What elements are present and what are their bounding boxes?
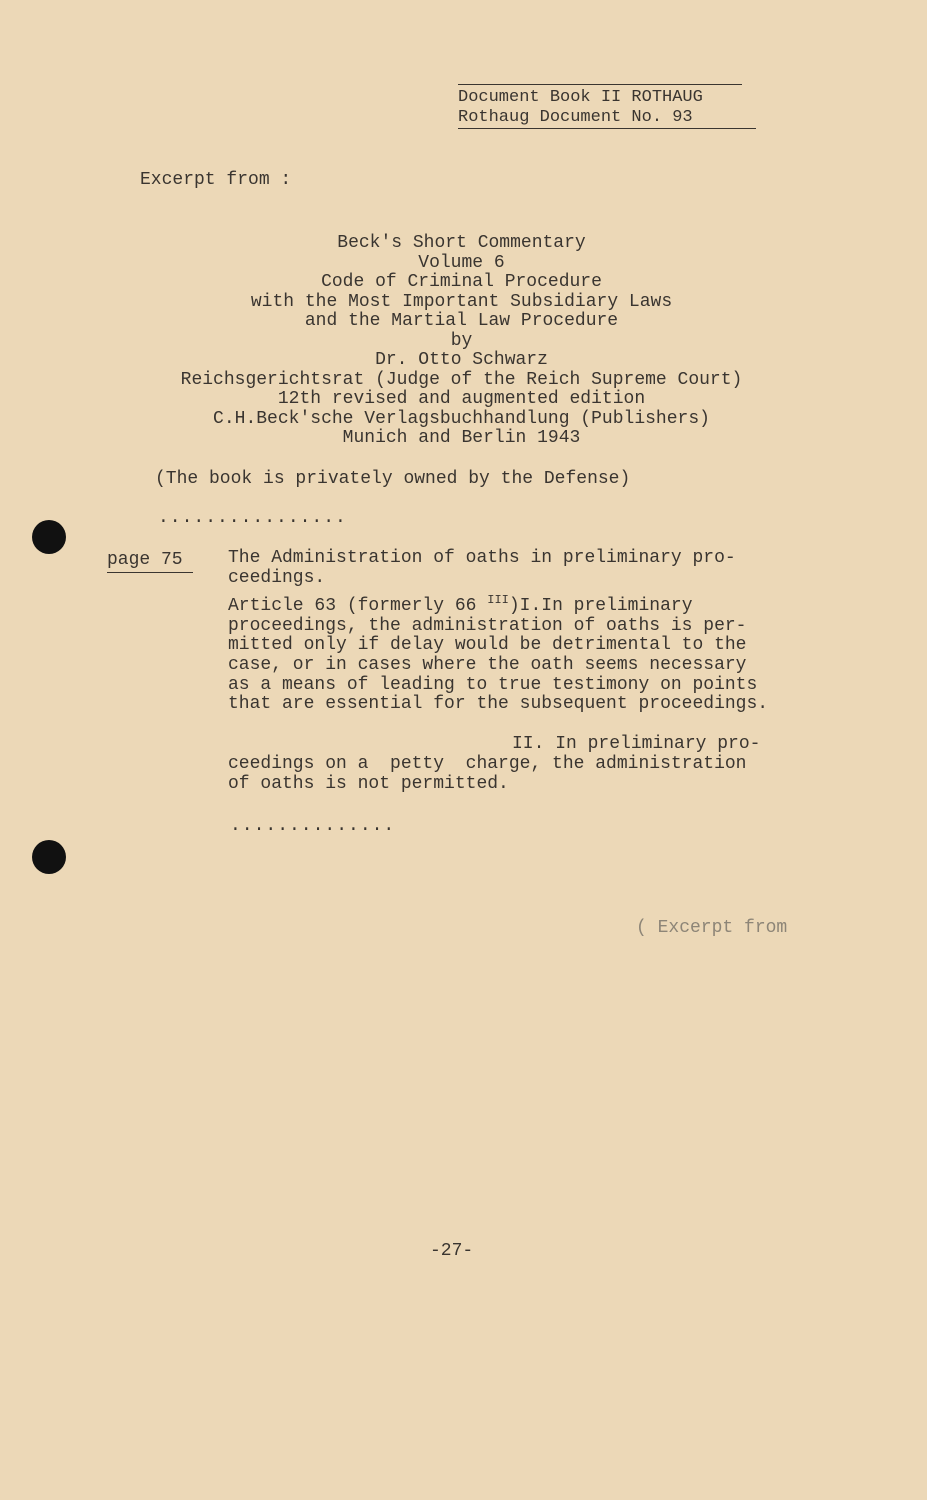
article-line-1-end: )I.In preliminary (508, 596, 693, 616)
title-line-3: Code of Criminal Procedure (321, 272, 602, 292)
article-line-2: proceedings, the administration of oaths is per- (228, 616, 747, 636)
article-line-4: case, or in cases where the oath seems necessary (228, 655, 747, 675)
section-heading-line-2: ceedings. (228, 568, 326, 588)
page-number: -27- (430, 1241, 474, 1261)
ownership-note: (The book is privately owned by the Defense) (155, 469, 631, 489)
title-line-7: Dr. Otto Schwarz (375, 350, 548, 370)
section-heading-line-1: The Administration of oaths in preliminary pro- (228, 548, 736, 568)
header-top-rule (458, 84, 742, 85)
page-reference: page 75 (107, 550, 183, 570)
title-line-5: and the Martial Law Procedure (304, 311, 619, 331)
header-document-book: Document Book II ROTHAUG (458, 88, 703, 107)
header-document-number: Rothaug Document No. 93 (458, 108, 693, 127)
title-line-8: Reichsgerichtsrat (Judge of the Reich Supreme Court) (180, 369, 743, 390)
footer-excerpt-note: ( Excerpt from (636, 918, 788, 938)
title-block (0, 234, 925, 449)
title-line-10: C.H.Beck'sche Verlagsbuchhandlung (Publishers) (213, 408, 710, 429)
page-reference-underline (107, 572, 193, 573)
article-superscript: III (487, 593, 509, 607)
paragraph-two-line-1: II. In preliminary pro- (512, 734, 761, 754)
title-line-4: with the Most Important Subsidiary Laws (250, 291, 673, 312)
punch-hole-bottom (32, 840, 66, 874)
article-line-3: mitted only if delay would be detrimental to the (228, 635, 747, 655)
article-line-5: as a means of leading to true testimony on points (228, 675, 758, 695)
article-line-6: that are essential for the subsequent proceedings. (228, 694, 769, 714)
title-line-11: Munich and Berlin 1943 (342, 428, 581, 448)
title-line-2: Volume 6 (418, 252, 505, 273)
article-line-1-start: Article 63 (formerly 66 (228, 596, 488, 616)
excerpt-intro: Excerpt from : (140, 170, 292, 190)
title-line-9: 12th revised and augmented edition (277, 389, 646, 409)
header-bottom-rule (458, 128, 756, 129)
title-line-1: Beck's Short Commentary (337, 233, 586, 253)
punch-hole-top (32, 520, 66, 554)
title-line-6: by (450, 330, 473, 351)
separator-dots-2: .............. (230, 816, 396, 836)
document-header (458, 88, 703, 128)
paragraph-two-line-3: of oaths is not permitted. (228, 774, 509, 794)
article-line-1 (228, 593, 693, 616)
paragraph-two-line-2: ceedings on a petty charge, the administration (228, 754, 747, 774)
separator-dots-1: ................ (158, 508, 347, 528)
